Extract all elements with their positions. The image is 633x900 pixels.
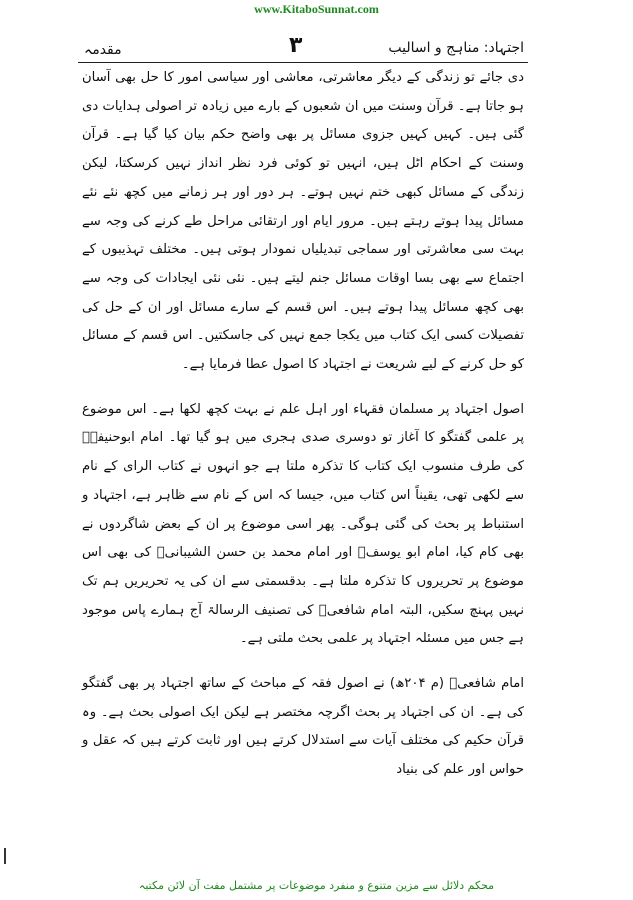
header-divider — [78, 62, 528, 63]
paragraph-1: دی جائے تو زندگی کے دیگر معاشرتی، معاشی اور سیاسی امور کا حل بھی آسان ہو جاتا ہے۔ قرآن وسنت میں ان شعبوں کے بارے میں زیادہ تر اصولی ہدایات دی گئی ہیں۔ کہیں کہیں جزوی مسائل پر بھی واضح حکم بیان کیا گیا ہے۔ قرآن وسنت کے احکام اٹل ہیں، انہیں تو کوئی فرد نظر انداز نہیں کرسکتا، لیکن زندگی کے مسائل کبھی ختم نہیں ہوتے۔ ہر دور اور ہر زمانے میں کچھ نئے نئے مسائل پیدا ہوتے رہتے ہیں۔ مرور ایام اور ارتقائی مراحل طے کرنے کی وجہ سے بہت سی معاشرتی اور سماجی تبدیلیاں نمودار ہوتی ہیں۔ مختلف تہذیبوں کے اجتماع سے بھی بسا اوقات مسائل جنم لیتے ہیں۔ نئی نئی ایجادات کی وجہ سے بھی کچھ مسائل پیدا ہوتے ہیں۔ اس قسم کے سارے مسائل اور ان کے حل کی تفصیلات کسی ایک کتاب میں یکجا جمع نہیں کی جاسکتیں۔ اس قسم کے مسائل کو حل کرنے کے لیے شریعت نے اجتہاد کا اصول عطا فرمایا ہے۔ — [82, 70, 524, 373]
book-title: اجتہاد: مناہج و اسالیب — [388, 40, 524, 56]
footer-tagline: محکم دلائل سے مزین متنوع و منفرد موضوعات پر مشتمل مفت آن لائن مکتبہ — [138, 879, 495, 892]
paragraph-3: امام شافعیؒ (م ۲۰۴ھ) نے اصول فقہ کے مباحث کے ساتھ اجتہاد پر بھی گفتگو کی ہے۔ ان کی اجتہاد پر بحث اگرچہ مختصر ہے لیکن ایک اصولی بحث ہے۔ وہ قرآن حکیم کی مختلف آیات سے استدلال کرتے ہیں اور ثابت کرتے ہیں کہ عقل و حواس اور علم کی بنیاد — [82, 676, 524, 778]
page-body — [82, 64, 524, 785]
page-number: ۳ — [289, 33, 303, 58]
site-url[interactable]: www.KitaboSunnat.com — [254, 2, 379, 16]
chapter-title: مقدمہ — [84, 42, 122, 58]
paragraph-2: اصول اجتہاد پر مسلمان فقہاء اور اہل علم نے بہت کچھ لکھا ہے۔ اس موضوع پر علمی گفتگو کا آغاز تو دوسری صدی ہجری میں ہو گیا تھا۔ امام ابوحنیفہؒ کی طرف منسوب ایک کتاب کا تذکرہ ملتا ہے جو انہوں نے کتاب الرای کے نام سے لکھی تھی، یقیناً اس کتاب میں، جیسا کہ اس کے نام سے ظاہر ہے، اجتہاد و استنباط پر بحث کی گئی ہوگی۔ پھر اسی موضوع پر ان کے بعض شاگردوں نے بھی کام کیا، امام ابو یوسفؒ اور امام محمد بن حسن الشیبانیؒ کی بھی اس موضوع پر تحریروں کا تذکرہ ملتا ہے۔ بدقسمتی سے ان کی یہ تحریریں ہم تک نہیں پہنچ سکیں، البتہ امام شافعیؒ کی تصنیف الرسالۃ آج ہمارے پاس موجود ہے جس میں مسئلہ اجتہاد پر علمی بحث ملتی ہے۔ — [82, 401, 524, 647]
page-header — [84, 33, 524, 60]
margin-mark — [4, 848, 6, 864]
